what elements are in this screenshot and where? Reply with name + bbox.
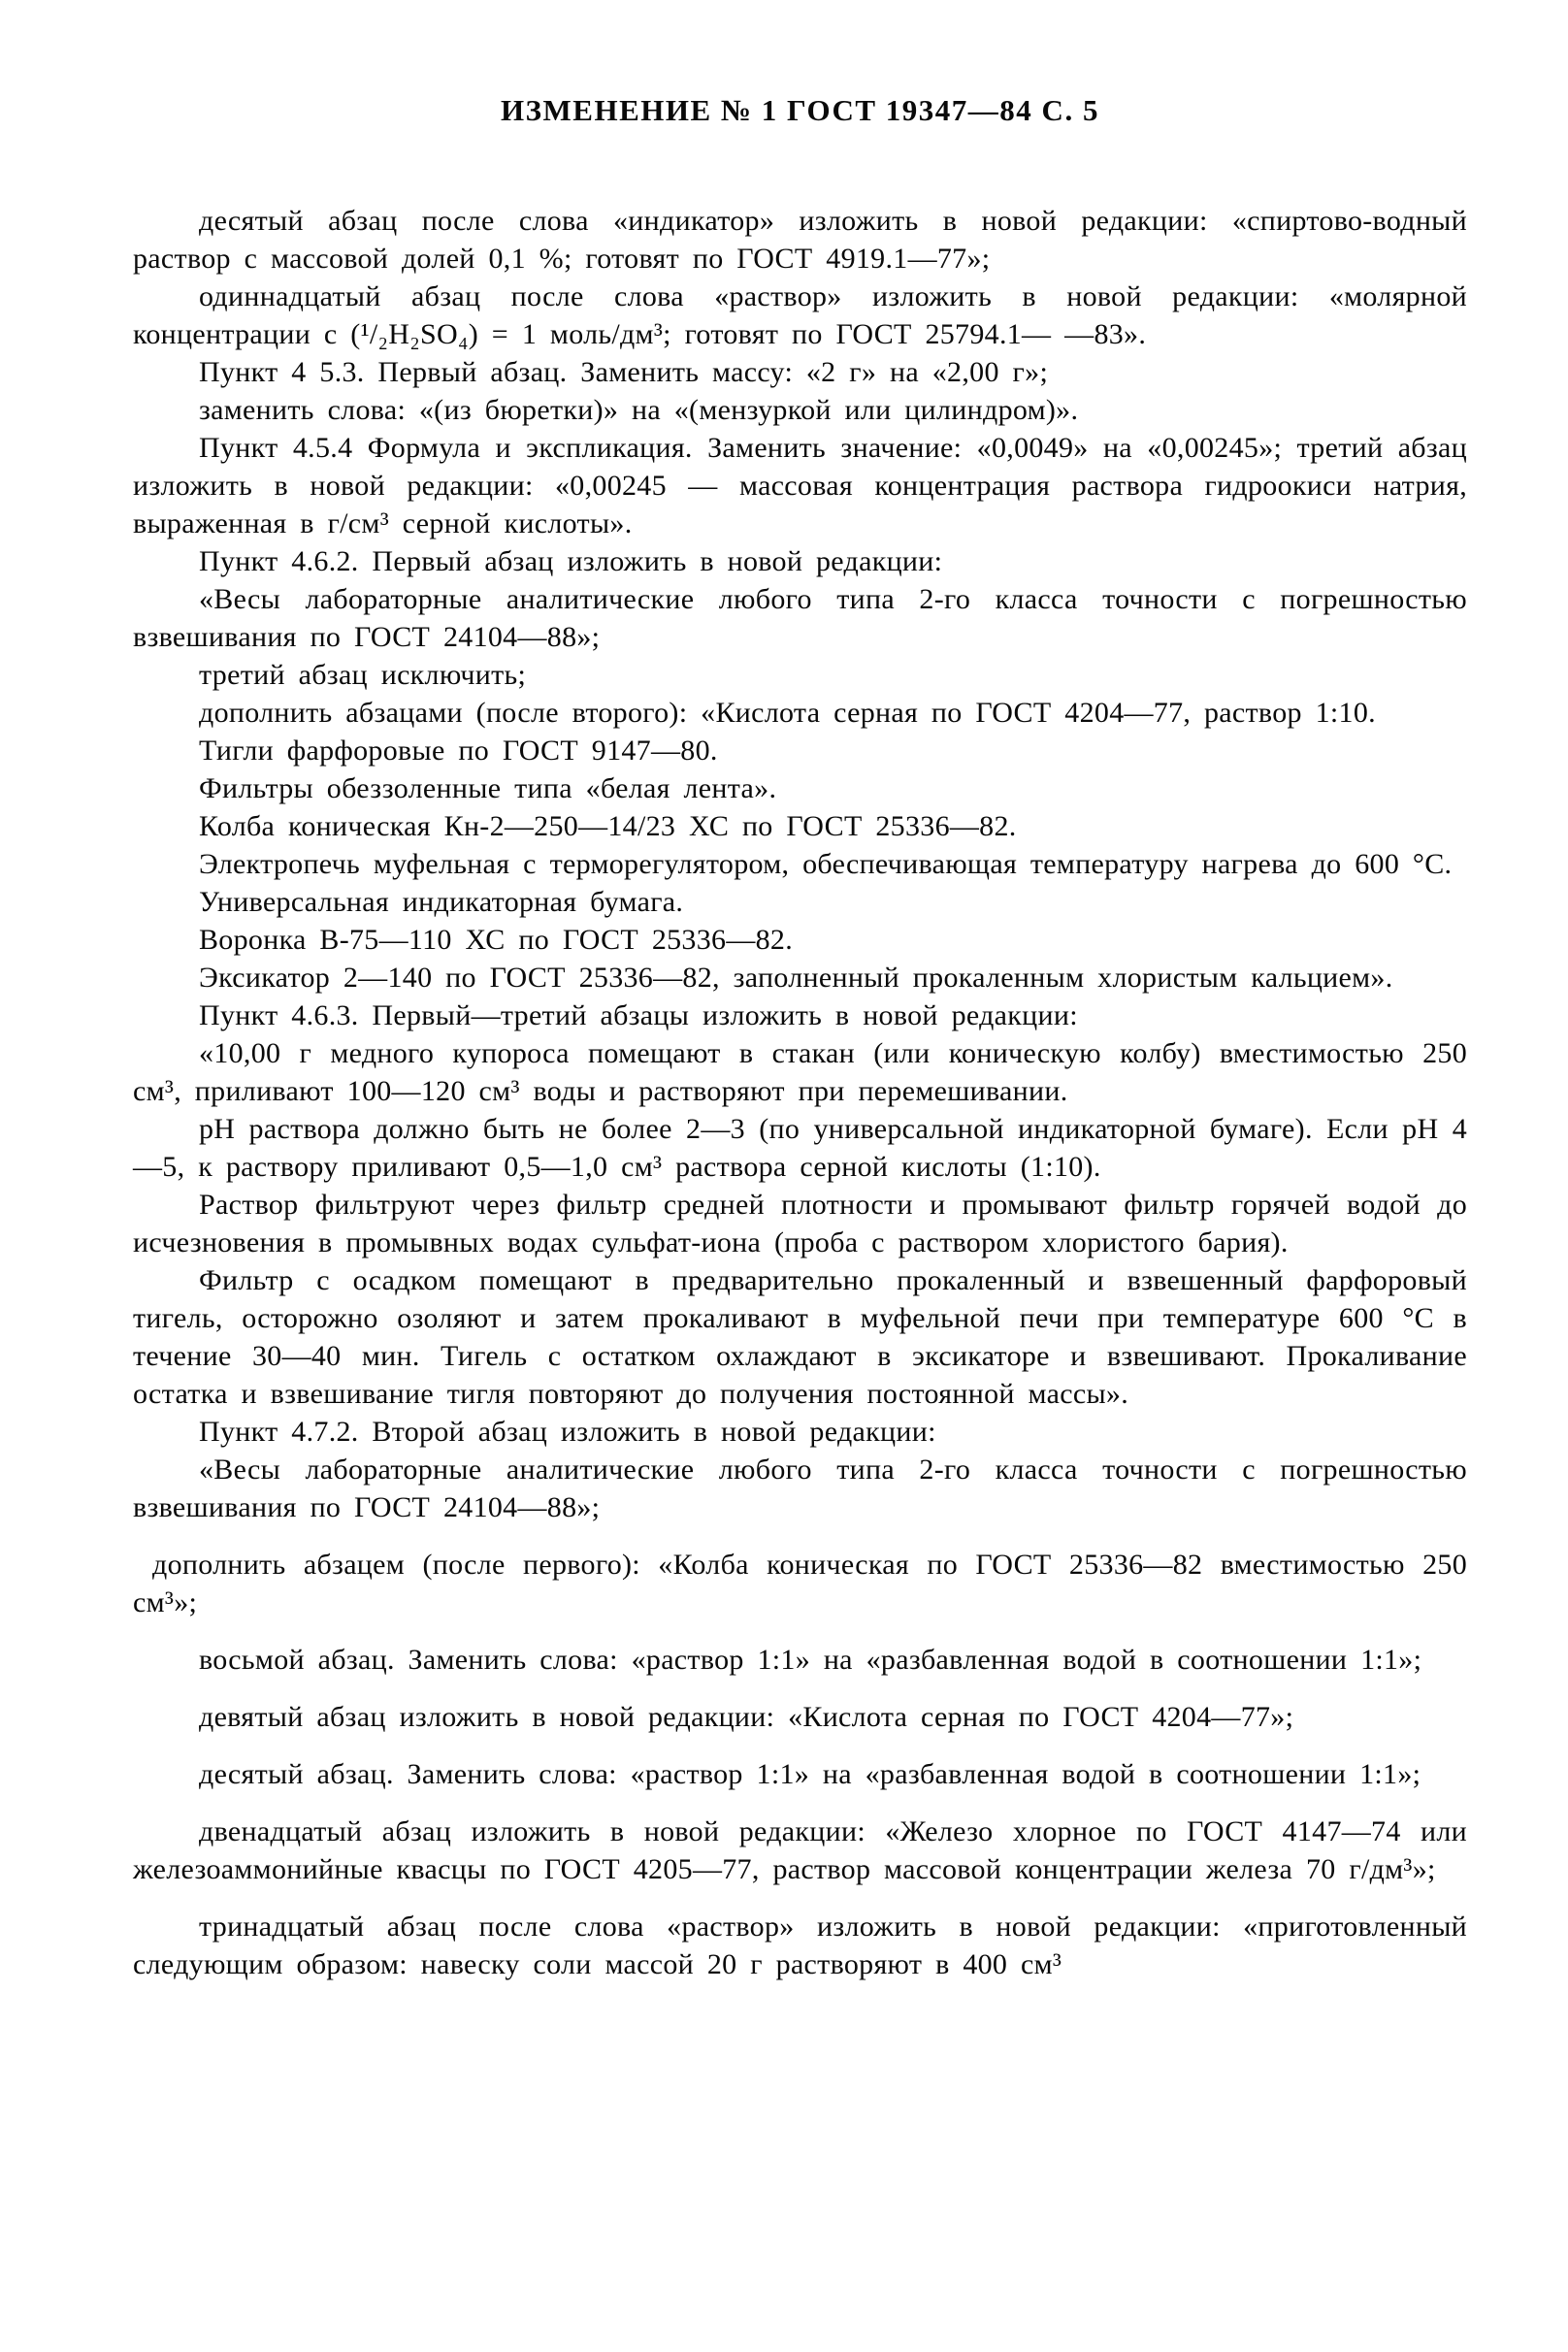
paragraph: «Весы лабораторные аналитические любого типа 2-го класса точности с погрешностью взвешивания по ГОСТ 24104—88»; — [133, 1454, 1467, 1523]
paragraph: Эксикатор 2—140 по ГОСТ 25336—82, заполненный прокаленным хлористым кальцием». — [199, 962, 1393, 994]
paragraph: одиннадцатый абзац после слова «раствор» изложить в новой редакции: «молярной концентрации с (¹/₂H₂SO₄) = 1 моль/дм³; готовят по ГОСТ 25794.1— —83». — [133, 280, 1467, 350]
page-title: ИЗМЕНЕНИЕ № 1 ГОСТ 19347—84 С. 5 — [501, 93, 1099, 127]
document-body — [133, 202, 1467, 1983]
paragraph: Колба коническая Кн-2—250—14/23 ХС по ГОСТ 25336—82. — [199, 810, 1017, 842]
paragraph: десятый абзац после слова «индикатор» изложить в новой редакции: «спиртово-водный раствор с массовой долей 0,1 %; готовят по ГОСТ 4919.1—77»; — [133, 205, 1467, 275]
paragraph: «10,00 г медного купороса помещают в стакан (или коническую колбу) вместимостью 250 см³, приливают 100—120 см³ воды и растворяют при перемешивании. — [133, 1037, 1467, 1107]
paragraph: десятый абзац. Заменить слова: «раствор 1:1» на «разбавленная водой в соотношении 1:1»; — [199, 1758, 1421, 1790]
paragraph: дополнить абзацем (после первого): «Колба коническая по ГОСТ 25336—82 вместимостью 250 см³»; — [133, 1549, 1467, 1618]
paragraph: Фильтр с осадком помещают в предварительно прокаленный и взвешенный фарфоровый тигель, осторожно озоляют и затем прокаливают в муфельной печи при температуре 600 °С в течение 30—40 мин. Тигель с остатком охлаждают в эксикаторе и взвешивают. Прокаливание остатка и взвешивание тигля повторяют до получения постоянной массы». — [133, 1264, 1467, 1410]
paragraph: Пункт 4.7.2. Второй абзац изложить в новой редакции: — [199, 1416, 936, 1448]
paragraph: Электропечь муфельная с терморегулятором, обеспечивающая температуру нагрева до 600 °С. — [199, 848, 1453, 880]
paragraph: Фильтры обеззоленные типа «белая лента». — [199, 772, 777, 804]
paragraph: двенадцатый абзац изложить в новой редакции: «Железо хлорное по ГОСТ 4147—74 или железоаммонийные квасцы по ГОСТ 4205—77, раствор массовой концентрации железа 70 г/дм³»; — [133, 1815, 1467, 1885]
paragraph: рН раствора должно быть не более 2—3 (по универсальной индикаторной бумаге). Если рН 4—5, к раствору приливают 0,5—1,0 см³ раствора серной кислоты (1:10). — [133, 1113, 1467, 1183]
paragraph: Воронка В-75—110 ХС по ГОСТ 25336—82. — [199, 924, 794, 956]
paragraph: Универсальная индикаторная бумага. — [199, 886, 684, 918]
paragraph: Пункт 4.6.2. Первый абзац изложить в новой редакции: — [199, 545, 943, 577]
paragraph: заменить слова: «(из бюретки)» на «(мензуркой или цилиндром)». — [199, 394, 1079, 426]
paragraph: Пункт 4.5.4 Формула и экспликация. Заменить значение: «0,0049» на «0,00245»; третий абзац изложить в новой редакции: «0,00245 — массовая концентрация раствора гидроокиси натрия, выраженная в г/см³ серной кислоты». — [133, 432, 1467, 539]
paragraph: Пункт 4.6.3. Первый—третий абзацы изложить в новой редакции: — [199, 999, 1078, 1031]
paragraph: девятый абзац изложить в новой редакции: «Кислота серная по ГОСТ 4204—77»; — [199, 1701, 1294, 1733]
paragraph: Раствор фильтруют через фильтр средней плотности и промывают фильтр горячей водой до исчезновения в промывных водах сульфат-иона (проба с раствором хлористого бария). — [133, 1189, 1467, 1258]
paragraph: Тигли фарфоровые по ГОСТ 9147—80. — [199, 735, 718, 767]
paragraph: тринадцатый абзац после слова «раствор» изложить в новой редакции: «приготовленный следующим образом: навеску соли массой 20 г растворяют в 400 см³ — [133, 1911, 1467, 1980]
paragraph: восьмой абзац. Заменить слова: «раствор 1:1» на «разбавленная водой в соотношении 1:1»; — [199, 1644, 1422, 1676]
paragraph: Пункт 4 5.3. Первый абзац. Заменить массу: «2 г» на «2,00 г»; — [199, 356, 1049, 388]
paragraph: «Весы лабораторные аналитические любого типа 2-го класса точности с погрешностью взвешивания по ГОСТ 24104—88»; — [133, 583, 1467, 653]
paragraph: дополнить абзацами (после второго): «Кислота серная по ГОСТ 4204—77, раствор 1:10. — [199, 697, 1376, 729]
paragraph: третий абзац исключить; — [199, 659, 527, 691]
